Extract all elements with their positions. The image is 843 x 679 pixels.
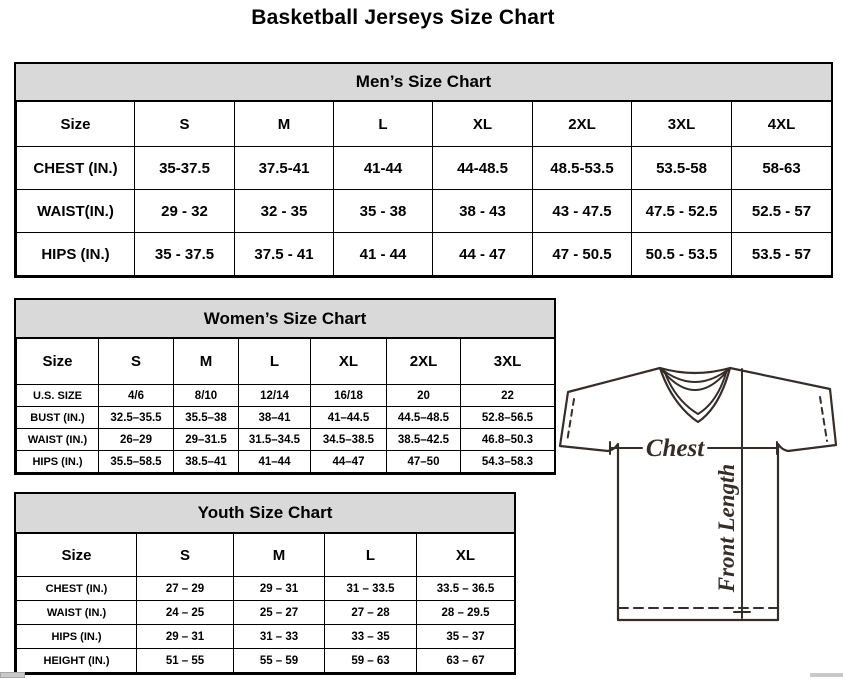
size-value-cell: 29–31.5 <box>174 429 239 451</box>
size-value-cell: 28 – 29.5 <box>417 601 515 625</box>
size-value-cell: 29 - 32 <box>135 190 235 233</box>
size-value-cell: 63 – 67 <box>417 649 515 673</box>
column-header: XL <box>433 102 533 147</box>
size-value-cell: 29 – 31 <box>137 625 234 649</box>
size-value-cell: 27 – 28 <box>325 601 417 625</box>
column-header: 2XL <box>533 102 632 147</box>
column-header: Size <box>17 339 99 385</box>
row-label: HIPS (IN.) <box>17 625 137 649</box>
womens-chart-title: Women’s Size Chart <box>16 300 554 338</box>
mens-chart-title: Men’s Size Chart <box>16 64 831 101</box>
front-length-measurement-label: Front Length <box>714 463 739 593</box>
mens-header-row <box>17 102 832 147</box>
row-label: HEIGHT (IN.) <box>17 649 137 673</box>
size-value-cell: 47.5 - 52.5 <box>632 190 732 233</box>
column-header: Size <box>17 102 135 147</box>
size-value-cell: 41 - 44 <box>334 233 433 276</box>
horizontal-scrollbar-thumb[interactable] <box>0 672 25 678</box>
size-value-cell: 31 – 33.5 <box>325 577 417 601</box>
youth-chart-title: Youth Size Chart <box>16 494 514 533</box>
size-value-cell: 35 – 37 <box>417 625 515 649</box>
size-value-cell: 58-63 <box>732 147 832 190</box>
size-value-cell: 38.5–42.5 <box>387 429 461 451</box>
size-value-cell: 16/18 <box>311 385 387 407</box>
table-row <box>17 451 555 473</box>
table-row <box>17 601 515 625</box>
size-value-cell: 34.5–38.5 <box>311 429 387 451</box>
size-value-cell: 47–50 <box>387 451 461 473</box>
jersey-measurement-diagram <box>558 356 843 626</box>
size-value-cell: 33 – 35 <box>325 625 417 649</box>
youth-size-chart <box>14 492 516 675</box>
size-value-cell: 43 - 47.5 <box>533 190 632 233</box>
womens-header-row <box>17 339 555 385</box>
row-label: BUST (IN.) <box>17 407 99 429</box>
size-value-cell: 52.8–56.5 <box>461 407 555 429</box>
column-header: M <box>234 534 325 577</box>
size-value-cell: 46.8–50.3 <box>461 429 555 451</box>
table-row <box>17 625 515 649</box>
size-value-cell: 53.5-58 <box>632 147 732 190</box>
size-value-cell: 52.5 - 57 <box>732 190 832 233</box>
size-value-cell: 27 – 29 <box>137 577 234 601</box>
table-row <box>17 190 832 233</box>
size-value-cell: 20 <box>387 385 461 407</box>
mens-size-chart <box>14 62 833 278</box>
column-header: L <box>325 534 417 577</box>
row-label: HIPS (IN.) <box>17 233 135 276</box>
column-header: M <box>174 339 239 385</box>
size-value-cell: 37.5 - 41 <box>235 233 334 276</box>
size-value-cell: 32.5–35.5 <box>99 407 174 429</box>
row-label: U.S. SIZE <box>17 385 99 407</box>
size-value-cell: 24 – 25 <box>137 601 234 625</box>
table-row <box>17 233 832 276</box>
size-value-cell: 55 – 59 <box>234 649 325 673</box>
size-value-cell: 41–44 <box>239 451 311 473</box>
table-row <box>17 429 555 451</box>
table-row <box>17 385 555 407</box>
column-header: XL <box>311 339 387 385</box>
table-row <box>17 147 832 190</box>
size-value-cell: 44.5–48.5 <box>387 407 461 429</box>
size-value-cell: 35.5–38 <box>174 407 239 429</box>
column-header: L <box>334 102 433 147</box>
page-title: Basketball Jerseys Size Chart <box>251 6 555 29</box>
row-label: WAIST (IN.) <box>17 601 137 625</box>
row-label: CHEST (IN.) <box>17 577 137 601</box>
column-header: 3XL <box>632 102 732 147</box>
column-header: 4XL <box>732 102 832 147</box>
size-value-cell: 31 – 33 <box>234 625 325 649</box>
size-value-cell: 35 - 37.5 <box>135 233 235 276</box>
jersey-outline-icon <box>558 356 843 626</box>
mens-table <box>16 101 832 276</box>
row-label: HIPS (IN.) <box>17 451 99 473</box>
size-value-cell: 32 - 35 <box>235 190 334 233</box>
size-value-cell: 35-37.5 <box>135 147 235 190</box>
size-value-cell: 29 – 31 <box>234 577 325 601</box>
size-value-cell: 4/6 <box>99 385 174 407</box>
size-value-cell: 44 - 47 <box>433 233 533 276</box>
row-label: CHEST (IN.) <box>17 147 135 190</box>
size-value-cell: 35.5–58.5 <box>99 451 174 473</box>
column-header: S <box>99 339 174 385</box>
column-header: XL <box>417 534 515 577</box>
table-row <box>17 649 515 673</box>
size-value-cell: 44–47 <box>311 451 387 473</box>
size-value-cell: 41-44 <box>334 147 433 190</box>
size-value-cell: 37.5-41 <box>235 147 334 190</box>
size-value-cell: 31.5–34.5 <box>239 429 311 451</box>
column-header: S <box>135 102 235 147</box>
size-value-cell: 50.5 - 53.5 <box>632 233 732 276</box>
womens-size-chart <box>14 298 556 475</box>
size-value-cell: 38.5–41 <box>174 451 239 473</box>
size-value-cell: 12/14 <box>239 385 311 407</box>
horizontal-scrollbar-track-end[interactable] <box>810 673 843 677</box>
row-label: WAIST (IN.) <box>17 429 99 451</box>
column-header: 3XL <box>461 339 555 385</box>
youth-table <box>16 533 515 673</box>
size-value-cell: 41–44.5 <box>311 407 387 429</box>
column-header: S <box>137 534 234 577</box>
youth-header-row <box>17 534 515 577</box>
size-value-cell: 38–41 <box>239 407 311 429</box>
size-value-cell: 59 – 63 <box>325 649 417 673</box>
row-label: WAIST(IN.) <box>17 190 135 233</box>
column-header: Size <box>17 534 137 577</box>
column-header: 2XL <box>387 339 461 385</box>
size-value-cell: 33.5 – 36.5 <box>417 577 515 601</box>
size-value-cell: 48.5-53.5 <box>533 147 632 190</box>
column-header: L <box>239 339 311 385</box>
column-header: M <box>235 102 334 147</box>
chest-measurement-label: Chest <box>645 435 705 462</box>
size-value-cell: 35 - 38 <box>334 190 433 233</box>
size-value-cell: 47 - 50.5 <box>533 233 632 276</box>
size-value-cell: 54.3–58.3 <box>461 451 555 473</box>
size-value-cell: 26–29 <box>99 429 174 451</box>
size-value-cell: 44-48.5 <box>433 147 533 190</box>
size-value-cell: 22 <box>461 385 555 407</box>
womens-table <box>16 338 555 473</box>
size-value-cell: 8/10 <box>174 385 239 407</box>
size-value-cell: 53.5 - 57 <box>732 233 832 276</box>
table-row <box>17 577 515 601</box>
table-row <box>17 407 555 429</box>
size-value-cell: 51 – 55 <box>137 649 234 673</box>
size-value-cell: 25 – 27 <box>234 601 325 625</box>
size-value-cell: 38 - 43 <box>433 190 533 233</box>
